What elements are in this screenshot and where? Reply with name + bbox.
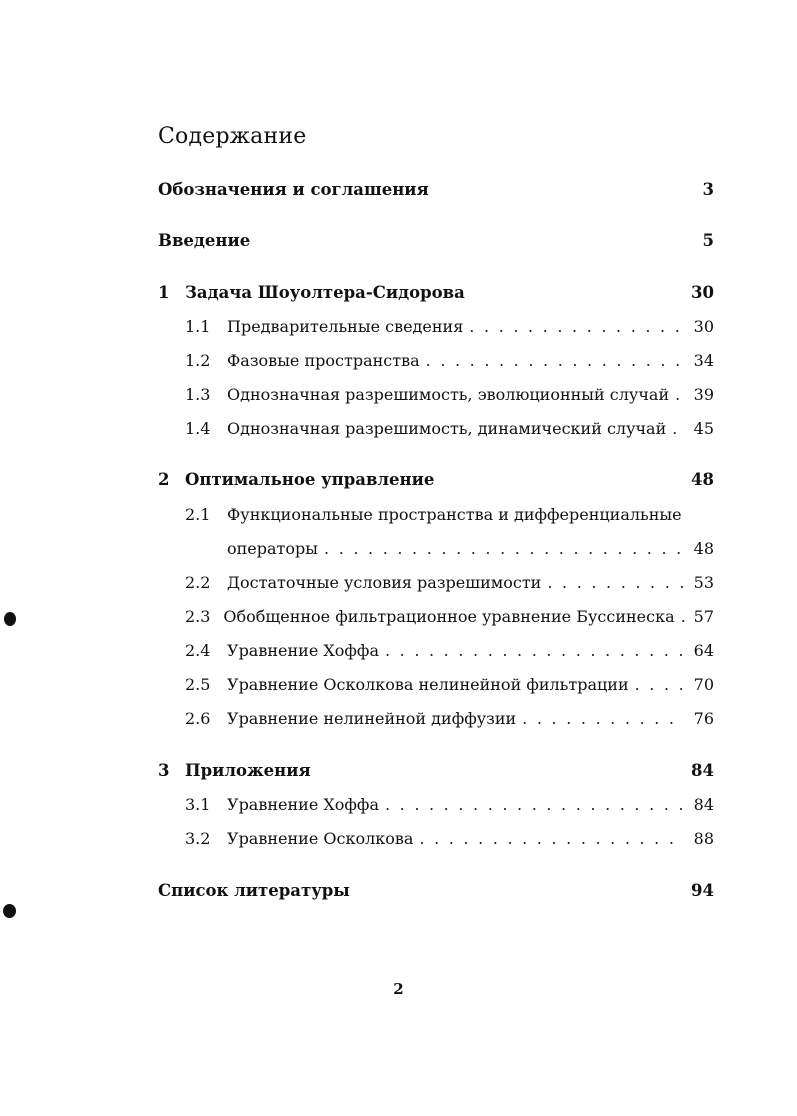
toc-entry-text: Обозначения и соглашения xyxy=(158,180,429,199)
leader-dots xyxy=(675,607,687,626)
leader-dots xyxy=(669,385,684,404)
section-page: 76 xyxy=(693,709,714,728)
toc-entry-page: 3 xyxy=(702,180,714,199)
section-title: Уравнение Осколкова xyxy=(227,829,414,848)
toc-entry-page: 5 xyxy=(702,231,714,250)
section-page: 34 xyxy=(693,351,714,370)
leader-dots xyxy=(541,573,684,592)
section-number: 2.4 xyxy=(185,641,211,660)
section-page: 48 xyxy=(693,539,714,558)
section-number: 2.2 xyxy=(185,573,211,592)
leader-dots xyxy=(516,709,684,728)
toc-section-2-6[interactable] xyxy=(158,709,714,733)
toc-section-2-1-continuation[interactable] xyxy=(227,539,714,563)
section-number: 3.2 xyxy=(185,829,211,848)
section-title: Уравнение Осколкова нелинейной фильтрации xyxy=(227,675,629,694)
section-number: 1.1 xyxy=(185,317,211,336)
section-title: Однозначная разрешимость, эволюционный случай xyxy=(227,385,670,404)
section-page: 45 xyxy=(693,419,714,438)
section-title: Уравнение Хоффа xyxy=(227,641,379,660)
leader-dots xyxy=(420,351,684,370)
section-page: 64 xyxy=(693,641,714,660)
section-number: 2.5 xyxy=(185,675,211,694)
chapter-number: 1 xyxy=(158,283,170,302)
toc-entry-text: Введение xyxy=(158,231,251,250)
chapter-number: 3 xyxy=(158,761,170,780)
section-page: 88 xyxy=(693,829,714,848)
toc-section-3-2[interactable] xyxy=(158,829,714,853)
page-number: 2 xyxy=(393,980,404,998)
toc-section-2-5[interactable] xyxy=(158,675,714,699)
chapter-title: Приложения xyxy=(185,761,311,780)
toc-title: Содержание xyxy=(158,124,307,149)
section-title: Функциональные пространства и дифференциальные xyxy=(227,505,682,524)
section-page: 70 xyxy=(693,675,714,694)
toc-chapter-2[interactable] xyxy=(158,470,714,494)
leader-dots xyxy=(666,419,684,438)
chapter-page: 84 xyxy=(691,761,714,780)
leader-dots xyxy=(629,675,684,694)
section-number: 1.3 xyxy=(185,385,211,404)
toc-entry-page: 94 xyxy=(691,881,714,900)
section-number: 1.2 xyxy=(185,351,211,370)
section-title: Однозначная разрешимость, динамический случай xyxy=(227,419,667,438)
section-title: Достаточные условия разрешимости xyxy=(227,573,542,592)
section-page: 53 xyxy=(693,573,714,592)
toc-section-2-4[interactable] xyxy=(158,641,714,665)
toc-section-2-2[interactable] xyxy=(158,573,714,597)
toc-section-2-3[interactable] xyxy=(158,607,714,631)
chapter-page: 30 xyxy=(691,283,714,302)
section-title: Фазовые пространства xyxy=(227,351,420,370)
chapter-title: Оптимальное управление xyxy=(185,470,435,489)
section-page: 39 xyxy=(693,385,714,404)
section-page: 84 xyxy=(693,795,714,814)
section-number: 2.1 xyxy=(185,505,211,524)
chapter-title: Задача Шоуолтера-Сидорова xyxy=(185,283,465,302)
section-title: Уравнение Хоффа xyxy=(227,795,379,814)
toc-chapter-3[interactable] xyxy=(158,761,714,785)
leader-dots xyxy=(379,641,684,660)
toc-section-1-3[interactable] xyxy=(158,385,714,409)
toc-entry-text: Список литературы xyxy=(158,881,350,900)
leader-dots xyxy=(463,317,684,336)
section-number: 2.3 xyxy=(185,607,211,626)
section-title: Уравнение нелинейной диффузии xyxy=(227,709,517,728)
chapter-number: 2 xyxy=(158,470,170,489)
toc-entry-introduction[interactable] xyxy=(158,231,714,255)
toc-section-3-1[interactable] xyxy=(158,795,714,819)
leader-dots xyxy=(318,539,684,558)
section-title-continuation: операторы xyxy=(227,539,319,558)
toc-section-1-4[interactable] xyxy=(158,419,714,443)
section-number: 3.1 xyxy=(185,795,211,814)
ink-blot xyxy=(3,904,16,918)
toc-section-1-1[interactable] xyxy=(158,317,714,341)
toc-section-2-1[interactable] xyxy=(158,505,714,529)
leader-dots xyxy=(413,829,684,848)
section-number: 2.6 xyxy=(185,709,211,728)
section-number: 1.4 xyxy=(185,419,211,438)
chapter-page: 48 xyxy=(691,470,714,489)
leader-dots xyxy=(379,795,684,814)
section-page: 57 xyxy=(693,607,714,626)
section-page: 30 xyxy=(693,317,714,336)
toc-entry-notation[interactable] xyxy=(158,180,714,204)
section-title: Обобщенное фильтрационное уравнение Буссинеска xyxy=(223,607,675,626)
toc-entry-bibliography[interactable] xyxy=(158,881,714,905)
toc-chapter-1[interactable] xyxy=(158,283,714,307)
section-title: Предварительные сведения xyxy=(227,317,464,336)
ink-blot xyxy=(4,612,16,626)
toc-section-1-2[interactable] xyxy=(158,351,714,375)
